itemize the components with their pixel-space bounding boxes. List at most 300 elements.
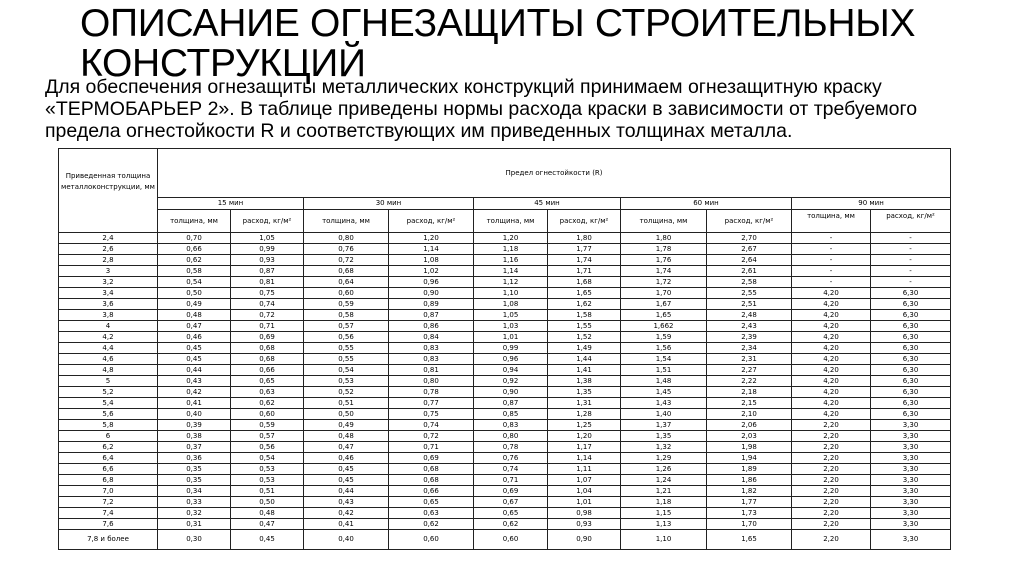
table-cell: 0,62	[389, 519, 474, 530]
table-cell: 2,15	[707, 398, 792, 409]
table-cell: 1,77	[707, 497, 792, 508]
table-cell: 3,30	[871, 431, 951, 442]
row-metal-thickness: 4	[59, 321, 158, 332]
table-cell: 1,76	[621, 255, 707, 266]
table-cell: 0,35	[158, 464, 231, 475]
row-metal-thickness: 3,8	[59, 310, 158, 321]
table-row	[59, 288, 951, 299]
table-cell: 0,74	[231, 299, 304, 310]
table-cell: 0,43	[304, 497, 389, 508]
table-cell: 0,57	[231, 431, 304, 442]
table-row	[59, 266, 951, 277]
header-period: 60 мин	[621, 198, 792, 210]
row-metal-thickness: 3	[59, 266, 158, 277]
row-metal-thickness: 2,4	[59, 233, 158, 244]
table-cell: 1,62	[548, 299, 621, 310]
table-cell: 1,70	[621, 288, 707, 299]
table-cell: 1,37	[621, 420, 707, 431]
table-cell: 3,30	[871, 486, 951, 497]
table-cell: 0,54	[304, 365, 389, 376]
header-thickness-metal: Приведенная толщина металлоконструкции, мм	[59, 149, 158, 233]
table-cell: 0,78	[474, 442, 548, 453]
table-cell: 0,68	[304, 266, 389, 277]
header-thickness: толщина, мм	[158, 210, 231, 233]
row-metal-thickness: 4,2	[59, 332, 158, 343]
row-metal-thickness: 6,2	[59, 442, 158, 453]
table-cell: 0,74	[474, 464, 548, 475]
table-cell: 0,99	[474, 343, 548, 354]
header-row-group	[59, 149, 951, 198]
row-metal-thickness: 7,0	[59, 486, 158, 497]
table-cell: 1,40	[621, 409, 707, 420]
table-cell: 2,55	[707, 288, 792, 299]
table-cell: 1,11	[548, 464, 621, 475]
table-row	[59, 486, 951, 497]
row-metal-thickness: 5	[59, 376, 158, 387]
table-cell: 1,94	[707, 453, 792, 464]
table-cell: 0,93	[548, 519, 621, 530]
table-row	[59, 497, 951, 508]
table-cell: 1,15	[621, 508, 707, 519]
table-cell: 0,46	[158, 332, 231, 343]
table-cell: -	[871, 244, 951, 255]
table-cell: 0,45	[304, 475, 389, 486]
table-cell: 0,60	[389, 530, 474, 550]
table-cell: 1,44	[548, 354, 621, 365]
table-cell: 1,08	[389, 255, 474, 266]
table-cell: 2,48	[707, 310, 792, 321]
table-cell: 0,60	[231, 409, 304, 420]
table-row	[59, 343, 951, 354]
table-cell: 0,33	[158, 497, 231, 508]
table-cell: 0,36	[158, 453, 231, 464]
table-cell: 1,05	[231, 233, 304, 244]
table-row	[59, 255, 951, 266]
row-metal-thickness: 5,8	[59, 420, 158, 431]
table-cell: 0,53	[304, 376, 389, 387]
header-period: 45 мин	[474, 198, 621, 210]
table-row	[59, 409, 951, 420]
table-cell: 0,39	[158, 420, 231, 431]
table-cell: 3,30	[871, 453, 951, 464]
table-cell: 1,59	[621, 332, 707, 343]
table-row	[59, 244, 951, 255]
table-cell: 1,51	[621, 365, 707, 376]
table-cell: 0,92	[474, 376, 548, 387]
table-cell: 0,71	[389, 442, 474, 453]
table-cell: 1,68	[548, 277, 621, 288]
table-cell: 1,04	[548, 486, 621, 497]
header-row-periods	[59, 198, 951, 210]
table-cell: 2,20	[792, 431, 871, 442]
table-cell: 6,30	[871, 409, 951, 420]
table-cell: 4,20	[792, 288, 871, 299]
table-cell: 2,20	[792, 486, 871, 497]
table-cell: 1,89	[707, 464, 792, 475]
table-cell: 2,67	[707, 244, 792, 255]
table-cell: 0,45	[158, 354, 231, 365]
table-cell: 1,05	[474, 310, 548, 321]
table-cell: 0,78	[389, 387, 474, 398]
table-cell: 4,20	[792, 398, 871, 409]
table-cell: 1,01	[474, 332, 548, 343]
table-row	[59, 530, 951, 550]
row-metal-thickness: 2,6	[59, 244, 158, 255]
row-metal-thickness: 5,4	[59, 398, 158, 409]
table-cell: 0,77	[389, 398, 474, 409]
table-cell: 1,49	[548, 343, 621, 354]
header-fire-resistance: Предел огнестойкости (R)	[158, 149, 951, 198]
table-cell: 0,55	[304, 343, 389, 354]
table-cell: 2,27	[707, 365, 792, 376]
header-consumption: расход, кг/м²	[548, 210, 621, 233]
table-cell: 0,58	[158, 266, 231, 277]
table-cell: 0,81	[231, 277, 304, 288]
table-cell: 2,58	[707, 277, 792, 288]
table-cell: 0,70	[158, 233, 231, 244]
table-cell: 2,18	[707, 387, 792, 398]
table-cell: 0,32	[158, 508, 231, 519]
table-cell: 1,54	[621, 354, 707, 365]
table-cell: 2,61	[707, 266, 792, 277]
table-cell: 2,20	[792, 442, 871, 453]
table-cell: 0,55	[304, 354, 389, 365]
table-cell: 0,66	[158, 244, 231, 255]
table-row	[59, 321, 951, 332]
table-cell: 1,28	[548, 409, 621, 420]
table-cell: 0,47	[231, 519, 304, 530]
table-cell: 2,20	[792, 530, 871, 550]
table-cell: 1,43	[621, 398, 707, 409]
table-cell: 0,71	[474, 475, 548, 486]
table-cell: 4,20	[792, 365, 871, 376]
table-cell: 0,76	[304, 244, 389, 255]
table-cell: 1,02	[389, 266, 474, 277]
table-cell: 1,01	[548, 497, 621, 508]
table-cell: 1,74	[621, 266, 707, 277]
row-metal-thickness: 5,6	[59, 409, 158, 420]
table-cell: 0,34	[158, 486, 231, 497]
table-cell: 0,87	[231, 266, 304, 277]
table-cell: 1,20	[474, 233, 548, 244]
table-cell: 0,80	[474, 431, 548, 442]
table-cell: 2,20	[792, 519, 871, 530]
table-cell: 0,68	[231, 354, 304, 365]
table-cell: 0,93	[231, 255, 304, 266]
table-cell: 0,47	[158, 321, 231, 332]
table-cell: 0,52	[304, 387, 389, 398]
table-cell: 0,68	[389, 475, 474, 486]
table-row	[59, 464, 951, 475]
table-cell: -	[871, 277, 951, 288]
table-cell: 1,52	[548, 332, 621, 343]
header-thickness: толщина, мм	[304, 210, 389, 233]
table-cell: 0,45	[158, 343, 231, 354]
table-row	[59, 299, 951, 310]
table-row	[59, 376, 951, 387]
table-cell: 0,48	[158, 310, 231, 321]
table-cell: 0,83	[389, 354, 474, 365]
row-metal-thickness: 7,4	[59, 508, 158, 519]
table-cell: 3,30	[871, 464, 951, 475]
table-cell: 0,69	[389, 453, 474, 464]
table-cell: 0,62	[474, 519, 548, 530]
table-cell: 0,42	[304, 508, 389, 519]
paint-consumption-table	[58, 148, 951, 550]
table-cell: 0,46	[304, 453, 389, 464]
table-cell: 0,96	[474, 354, 548, 365]
table-cell: 1,71	[548, 266, 621, 277]
table-cell: 1,80	[621, 233, 707, 244]
table-cell: 4,20	[792, 299, 871, 310]
table-cell: 1,10	[474, 288, 548, 299]
table-row	[59, 354, 951, 365]
table-cell: 2,10	[707, 409, 792, 420]
table-cell: 1,58	[548, 310, 621, 321]
table-cell: 0,65	[474, 508, 548, 519]
table-cell: 4,20	[792, 310, 871, 321]
table-cell: 0,63	[389, 508, 474, 519]
table-cell: 0,56	[231, 442, 304, 453]
header-period: 15 мин	[158, 198, 304, 210]
table-cell: 0,72	[231, 310, 304, 321]
row-metal-thickness: 6	[59, 431, 158, 442]
slide-paragraph: Для обеспечения огнезащиты металлических конструкций принимаем огнезащитную краску «ТЕРМОБАРЬЕР 2». В таблице приведены нормы расхода краски в зависимости от требуемого предела огнестойкости R и соответствующих им приведенных толщинах металла.	[45, 76, 918, 142]
table-cell: 0,69	[474, 486, 548, 497]
table-cell: 0,51	[304, 398, 389, 409]
table-cell: 0,43	[158, 376, 231, 387]
header-thickness: толщина, мм	[474, 210, 548, 233]
table-cell: 0,83	[474, 420, 548, 431]
table-cell: 0,65	[389, 497, 474, 508]
table-cell: 1,16	[474, 255, 548, 266]
table-cell: 6,30	[871, 332, 951, 343]
table-cell: 1,41	[548, 365, 621, 376]
header-period: 90 мин	[792, 198, 951, 210]
row-metal-thickness: 6,4	[59, 453, 158, 464]
table-cell: 1,77	[548, 244, 621, 255]
table-cell: 0,50	[304, 409, 389, 420]
table-cell: 0,41	[158, 398, 231, 409]
table-row	[59, 277, 951, 288]
table-cell: 0,83	[389, 343, 474, 354]
table-cell: 0,76	[474, 453, 548, 464]
table-cell: 0,72	[304, 255, 389, 266]
table-cell: 0,89	[389, 299, 474, 310]
table-cell: 0,69	[231, 332, 304, 343]
table-cell: 1,10	[621, 530, 707, 550]
table-cell: 0,53	[231, 475, 304, 486]
table-cell: 0,85	[474, 409, 548, 420]
table-cell: 4,20	[792, 343, 871, 354]
table-cell: 1,35	[548, 387, 621, 398]
header-consumption: расход, кг/м²	[871, 210, 951, 233]
table-cell: 4,20	[792, 387, 871, 398]
table-cell: 1,18	[621, 497, 707, 508]
table-cell: 6,30	[871, 321, 951, 332]
table-cell: 0,87	[389, 310, 474, 321]
table-cell: 0,87	[474, 398, 548, 409]
table-cell: 0,41	[304, 519, 389, 530]
table-cell: 1,35	[621, 431, 707, 442]
table-cell: 0,98	[548, 508, 621, 519]
table-cell: 0,45	[304, 464, 389, 475]
table-row	[59, 398, 951, 409]
table-cell: 6,30	[871, 343, 951, 354]
table-row	[59, 508, 951, 519]
table-cell: -	[792, 244, 871, 255]
table-cell: 4,20	[792, 354, 871, 365]
table-cell: 1,18	[474, 244, 548, 255]
table-cell: 1,21	[621, 486, 707, 497]
table-cell: 1,65	[548, 288, 621, 299]
table-cell: 4,20	[792, 321, 871, 332]
table-cell: 0,57	[304, 321, 389, 332]
row-metal-thickness: 4,6	[59, 354, 158, 365]
slide-title: ОПИСАНИЕ ОГНЕЗАЩИТЫ СТРОИТЕЛЬНЫХ КОНСТРУКЦИЙ	[80, 2, 916, 85]
table-cell: 0,50	[158, 288, 231, 299]
table-cell: -	[871, 233, 951, 244]
table-cell: 1,08	[474, 299, 548, 310]
table-cell: 1,38	[548, 376, 621, 387]
table-cell: 0,47	[304, 442, 389, 453]
table-cell: 0,66	[231, 365, 304, 376]
table-cell: 6,30	[871, 299, 951, 310]
table-cell: 0,81	[389, 365, 474, 376]
row-metal-thickness: 3,2	[59, 277, 158, 288]
table-cell: 0,72	[389, 431, 474, 442]
table-cell: 0,90	[548, 530, 621, 550]
table-cell: 1,31	[548, 398, 621, 409]
table-cell: 1,45	[621, 387, 707, 398]
header-thickness: толщина, мм	[621, 210, 707, 233]
table-cell: -	[792, 277, 871, 288]
table-cell: 0,30	[158, 530, 231, 550]
table-cell: 2,31	[707, 354, 792, 365]
table-cell: 1,20	[389, 233, 474, 244]
table-cell: 0,42	[158, 387, 231, 398]
table-row	[59, 519, 951, 530]
table-cell: -	[871, 255, 951, 266]
table-cell: 2,22	[707, 376, 792, 387]
table-cell: 1,26	[621, 464, 707, 475]
table-cell: 2,43	[707, 321, 792, 332]
table-cell: 2,20	[792, 453, 871, 464]
table-cell: 0,44	[158, 365, 231, 376]
table-row	[59, 310, 951, 321]
table-cell: 0,53	[231, 464, 304, 475]
row-metal-thickness: 7,6	[59, 519, 158, 530]
table-cell: 1,32	[621, 442, 707, 453]
row-metal-thickness: 4,4	[59, 343, 158, 354]
table-cell: 6,30	[871, 376, 951, 387]
table-cell: 2,64	[707, 255, 792, 266]
table-cell: 0,62	[158, 255, 231, 266]
table-cell: 2,70	[707, 233, 792, 244]
row-metal-thickness: 5,2	[59, 387, 158, 398]
table-cell: 0,84	[389, 332, 474, 343]
table-cell: 1,73	[707, 508, 792, 519]
table-cell: 0,96	[389, 277, 474, 288]
table-cell: 6,30	[871, 398, 951, 409]
table-cell: 0,71	[231, 321, 304, 332]
table-cell: 0,94	[474, 365, 548, 376]
table-cell: 1,82	[707, 486, 792, 497]
table-cell: 1,70	[707, 519, 792, 530]
header-consumption: расход, кг/м²	[231, 210, 304, 233]
table-cell: 0,65	[231, 376, 304, 387]
table-cell: 0,44	[304, 486, 389, 497]
table-cell: 0,68	[389, 464, 474, 475]
table-cell: 0,54	[158, 277, 231, 288]
table-cell: 1,86	[707, 475, 792, 486]
table-cell: 0,64	[304, 277, 389, 288]
table-cell: 1,67	[621, 299, 707, 310]
table-cell: 1,74	[548, 255, 621, 266]
table-cell: 0,38	[158, 431, 231, 442]
table-cell: 0,58	[304, 310, 389, 321]
table-cell: 0,49	[158, 299, 231, 310]
table-row	[59, 475, 951, 486]
table-cell: 1,78	[621, 244, 707, 255]
table-cell: 6,30	[871, 354, 951, 365]
table-cell: -	[792, 266, 871, 277]
table-row	[59, 420, 951, 431]
table-cell: 0,75	[389, 409, 474, 420]
table-cell: -	[792, 233, 871, 244]
table-cell: 0,60	[304, 288, 389, 299]
table-cell: 0,56	[304, 332, 389, 343]
table-cell: 1,25	[548, 420, 621, 431]
table-cell: 2,03	[707, 431, 792, 442]
table-cell: 2,51	[707, 299, 792, 310]
table-cell: 3,30	[871, 519, 951, 530]
table-cell: -	[792, 255, 871, 266]
table-cell: 0,54	[231, 453, 304, 464]
table-cell: 0,99	[231, 244, 304, 255]
row-metal-thickness: 7,2	[59, 497, 158, 508]
table-cell: 2,20	[792, 475, 871, 486]
table-cell: 1,14	[389, 244, 474, 255]
table-cell: 2,39	[707, 332, 792, 343]
table-cell: 2,20	[792, 497, 871, 508]
table-cell: 0,49	[304, 420, 389, 431]
table-cell: 1,24	[621, 475, 707, 486]
table-cell: 1,98	[707, 442, 792, 453]
table-cell: 0,80	[389, 376, 474, 387]
table-cell: 0,37	[158, 442, 231, 453]
table-cell: 1,72	[621, 277, 707, 288]
table-cell: 1,13	[621, 519, 707, 530]
table-row	[59, 365, 951, 376]
table-cell: 4,20	[792, 409, 871, 420]
table-cell: 0,48	[231, 508, 304, 519]
table-cell: 0,62	[231, 398, 304, 409]
table-cell: 2,20	[792, 420, 871, 431]
table-cell: 0,80	[304, 233, 389, 244]
table-cell: 6,30	[871, 310, 951, 321]
table-row	[59, 332, 951, 343]
table-cell: 3,30	[871, 530, 951, 550]
table-row	[59, 387, 951, 398]
table-cell: 1,65	[621, 310, 707, 321]
table-cell: 1,48	[621, 376, 707, 387]
table-cell: 6,30	[871, 387, 951, 398]
table-cell: 1,14	[548, 453, 621, 464]
row-metal-thickness: 6,6	[59, 464, 158, 475]
table-cell: 3,30	[871, 475, 951, 486]
table-cell: 0,60	[474, 530, 548, 550]
